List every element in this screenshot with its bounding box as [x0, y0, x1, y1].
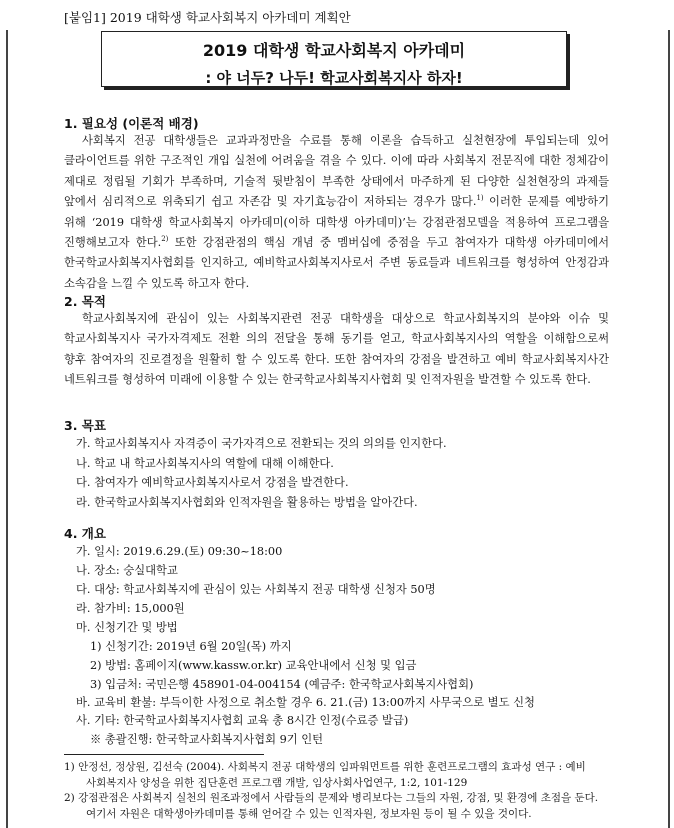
document-title: 2019 대학생 학교사회복지 아카데미 [202, 41, 466, 60]
footnote-ref-1: 1) [476, 194, 484, 203]
title-box [101, 31, 567, 87]
section-heading-necessity: 1. 필요성 (이론적 배경) [64, 116, 199, 131]
necessity-text-c: 또한 강점관점의 핵심 개념 중 멤버십에 중점을 두고 참여자가 대학생 아카데미에서 한국학교사회복지사협회를 인지하고, 예비학교사회복지사로서 주변 동료들과 네트워크를 형성하여 안정감과 소속감을 느낄 수 있도록 하고자 한다. [64, 236, 609, 290]
goal-item: 다. 참여자가 예비학교사회복지사로서 강점을 발견한다. [76, 476, 349, 489]
footnote-1: 1) 안정선, 정상원, 김선숙 (2004). 사회복지 전공 대학생의 임파워먼트를 위한 훈련프로그램의 효과성 연구 : 예비 사회복지사 양성을 위한 집단훈련 프로그램 개발, 임상사회사업연구, 1:2, 101-129 [64, 761, 586, 789]
footnote-divider [64, 754, 264, 755]
overview-etc: 사. 기타: 한국학교사회복지사협회 교육 총 8시간 인정(수료증 발급) [76, 714, 409, 727]
section-heading-purpose: 2. 목적 [64, 294, 106, 309]
footnote-2: 2) 강점관점은 사회복지 실천의 원조과정에서 사람들의 문제와 병리보다는 그들의 자원, 강점, 및 환경에 초점을 둔다. 여기서 자원은 대학생아카데미를 통해 얻어갈 수 있는 인적자원, 정보자원 등이 될 수 있을 것이다. [64, 792, 599, 820]
overview-apply-account: 3) 입금처: 국민은행 458901-04-004154 (예금주: 한국학교사회복지사협회) [90, 678, 474, 691]
goal-item: 가. 학교사회복지사 자격증이 국가자격으로 전환되는 것의 의의를 인지한다. [76, 437, 447, 450]
overview-apply-period: 1) 신청기간: 2019년 6월 20일(목) 까지 [90, 640, 292, 653]
overview-apply-method: 2) 방법: 홈페이지(www.kassw.or.kr) 교육안내에서 신청 및 입금 [90, 659, 417, 672]
overview-fee: 라. 참가비: 15,000원 [76, 602, 185, 615]
page-border-right [668, 30, 670, 828]
necessity-text-b: 이러한 문제를 예방하기 위해 ‘2019 대학생 학교사회복지 아카데미(이하 대학생 아카데미)’는 강점관점모델을 적용하여 프로그램을 진행해보고자 한다. [64, 195, 609, 250]
necessity-text-a: 사회복지 전공 대학생들은 교과과정만을 수료를 통해 이론을 습득하고 실천현장에 투입되는데 있어 클라이언트를 위한 구조적인 개입 실천에 어려움을 겪을 수 있다. 이에 따라 사회복지 전문직에 대한 정체감이 제대로 정립될 기회가 부족하며, 기술적 뒷받침이 부족한 상태에서 마주하게 된 다양한 실천현장의 과제들 앞에서 심리적으로 위축되기 쉽고 자존감 및 자기효능감이 저하되는 경우가 많다. [64, 134, 609, 209]
footnote-ref-2: 2) [161, 235, 169, 244]
overview-apply: 마. 신청기간 및 방법 [76, 621, 178, 634]
section-heading-overview: 4. 개요 [64, 526, 106, 541]
overview-target: 다. 대상: 학교사회복지에 관심이 있는 사회복지 전공 대학생 신청자 50명 [76, 583, 436, 596]
goal-item: 나. 학교 내 학교사회복지사의 역할에 대해 이해한다. [76, 457, 334, 470]
overview-refund: 바. 교육비 환불: 부득이한 사정으로 취소할 경우 6. 21.(금) 13:00까지 사무국으로 별도 신청 [76, 696, 535, 709]
goal-item: 라. 한국학교사회복지사협회와 인적자원을 활용하는 방법을 알아간다. [76, 496, 418, 509]
page-border-left [6, 30, 8, 828]
attachment-label: [붙임1] 2019 대학생 학교사회복지 아카데미 계획안 [64, 10, 351, 25]
document-subtitle: : 야 너두? 나두! 학교사회복지사 하자! [205, 69, 463, 87]
overview-place: 나. 장소: 숭실대학교 [76, 564, 178, 577]
purpose-paragraph: 학교사회복지에 관심이 있는 사회복지관련 전공 대학생을 대상으로 학교사회복지의 분야와 이슈 및 학교사회복지사 국가자격제도 전환 의의 전달을 통해 동기를 얻고, 학교사회복지사의 역할을 이해함으로써 향후 참여자의 진로결정을 원활히 할 수 있도록 한다. 또한 참여자의 강점을 발견하고 예비 학교사회복지사간 네트워크를 형성하여 미래에 이용할 수 있는 한국학교사회복지사협회 및 인적자원을 발견할 수 있도록 한다. [64, 312, 609, 387]
overview-date: 가. 일시: 2019.6.29.(토) 09:30~18:00 [76, 545, 283, 558]
section-heading-goals: 3. 목표 [64, 418, 106, 433]
overview-note: ※ 총괄진행: 한국학교사회복지사협회 9기 인턴 [90, 733, 324, 746]
necessity-paragraph [64, 131, 609, 294]
